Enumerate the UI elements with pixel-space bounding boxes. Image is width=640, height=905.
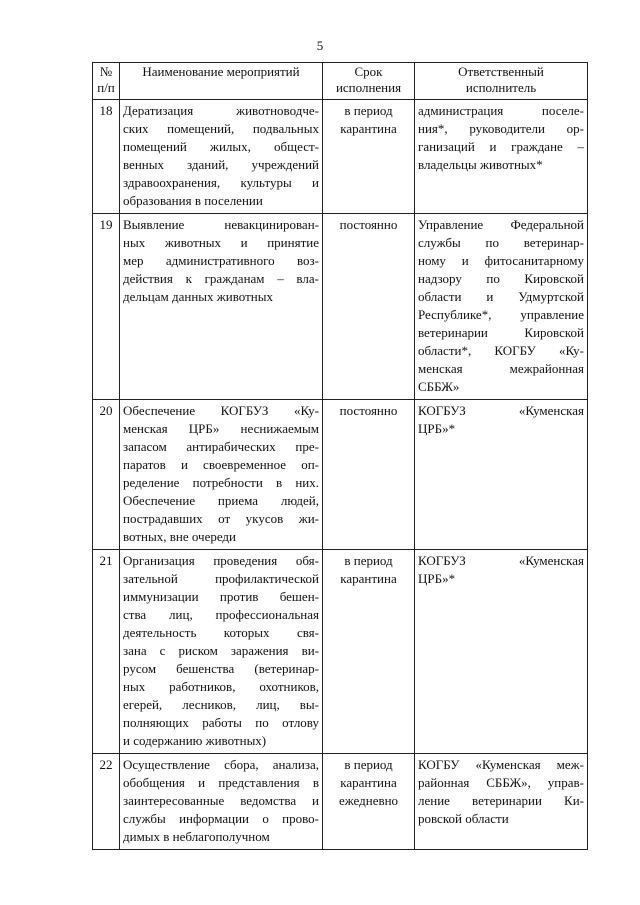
cell-line: ных животных и принятие bbox=[123, 235, 319, 250]
table-row bbox=[93, 400, 588, 550]
measure-name-cell bbox=[120, 100, 323, 214]
cell-line: пострадавших от укусов жи- bbox=[123, 511, 319, 526]
cell-line: владельцы животных* bbox=[418, 157, 543, 172]
cell-line: помещений жилых, общест- bbox=[123, 139, 319, 154]
header-line: № bbox=[99, 64, 113, 79]
cell-line: Выявление невакцинирован- bbox=[123, 217, 319, 232]
row-number: 22 bbox=[93, 754, 120, 850]
cell-line: в период bbox=[344, 553, 393, 568]
row-number: 19 bbox=[93, 214, 120, 400]
responsible-cell bbox=[415, 400, 588, 550]
cell-line: КОГБУ «Куменская меж- bbox=[418, 757, 584, 772]
cell-line: Обеспечение приема людей, bbox=[123, 493, 319, 508]
responsible-cell bbox=[415, 754, 588, 850]
header-line: Срок bbox=[354, 64, 383, 79]
cell-line: ных работников, охотников, bbox=[123, 679, 319, 694]
cell-line: ределение потребности в них. bbox=[123, 475, 319, 490]
header-term bbox=[323, 63, 415, 100]
cell-line: русом бешенства (ветеринар- bbox=[123, 661, 319, 676]
header-line: п/п bbox=[97, 80, 115, 95]
cell-line: венных зданий, учреждений bbox=[123, 157, 319, 172]
cell-line: в период bbox=[344, 757, 393, 772]
responsible-cell bbox=[415, 100, 588, 214]
cell-line: области*, КОГБУ «Ку- bbox=[418, 343, 584, 358]
cell-line: деятельность которых свя- bbox=[123, 625, 319, 640]
cell-line: администрация поселе- bbox=[418, 103, 584, 118]
cell-line: димых в неблагополучном bbox=[123, 829, 270, 844]
header-line: Наименование мероприятий bbox=[142, 64, 300, 79]
cell-line: СББЖ» bbox=[418, 379, 460, 394]
cell-line: вотных, вне очереди bbox=[123, 529, 237, 544]
term-cell bbox=[323, 550, 415, 754]
cell-line: ЦРБ»* bbox=[418, 421, 456, 436]
header-number bbox=[93, 63, 120, 100]
measure-name-cell bbox=[120, 400, 323, 550]
cell-line: Организация проведения обя- bbox=[123, 553, 319, 568]
measures-table bbox=[92, 62, 588, 850]
cell-line: обобщения и представления в bbox=[123, 775, 319, 790]
cell-line: зана с риском заражения ви- bbox=[123, 643, 319, 658]
cell-line: иммунизации против бешен- bbox=[123, 589, 319, 604]
measure-name-cell bbox=[120, 550, 323, 754]
cell-line: дельцам данных животных bbox=[123, 289, 273, 304]
cell-line: ному и фитосанитарному bbox=[418, 253, 584, 268]
header-line: исполнения bbox=[335, 80, 402, 95]
row-number: 18 bbox=[93, 100, 120, 214]
cell-line: ление ветеринарии Ки- bbox=[418, 793, 584, 808]
header-name bbox=[120, 63, 323, 100]
term-cell bbox=[323, 754, 415, 850]
cell-line: ских помещений, подвальных bbox=[123, 121, 319, 136]
cell-line: паратов и своевременное оп- bbox=[123, 457, 319, 472]
header-line: Ответственный bbox=[458, 64, 544, 79]
cell-line: постоянно bbox=[339, 403, 398, 418]
term-cell bbox=[323, 100, 415, 214]
cell-line: ветеринарии Кировской bbox=[418, 325, 584, 340]
cell-line: карантина bbox=[340, 121, 397, 136]
cell-line: Дератизация животноводче- bbox=[123, 103, 319, 118]
cell-line: ганизаций и граждане – bbox=[418, 139, 584, 154]
cell-line: запасом антирабических пре- bbox=[123, 439, 319, 454]
cell-line: ежедневно bbox=[338, 793, 399, 808]
cell-line: зательной профилактической bbox=[123, 571, 319, 586]
cell-line: Обеспечение КОГБУЗ «Ку- bbox=[123, 403, 319, 418]
cell-line: Осуществление сбора, анализа, bbox=[123, 757, 319, 772]
header-line: исполнитель bbox=[465, 80, 537, 95]
row-number: 21 bbox=[93, 550, 120, 754]
cell-line: ЦРБ»* bbox=[418, 571, 456, 586]
cell-line: мер административного воз- bbox=[123, 253, 319, 268]
cell-line: егерей, лесников, лиц, вы- bbox=[123, 697, 319, 712]
cell-line: службы информации о прово- bbox=[123, 811, 319, 826]
responsible-cell bbox=[415, 214, 588, 400]
cell-line: карантина bbox=[340, 571, 397, 586]
term-cell bbox=[323, 400, 415, 550]
measure-name-cell bbox=[120, 214, 323, 400]
cell-line: менская ЦРБ» неснижаемым bbox=[123, 421, 319, 436]
table-row bbox=[93, 214, 588, 400]
cell-line: КОГБУЗ «Куменская bbox=[418, 553, 584, 568]
page-number: 5 bbox=[316, 38, 324, 53]
cell-line: заинтересованные ведомства и bbox=[123, 793, 319, 808]
cell-line: районная СББЖ», управ- bbox=[418, 775, 584, 790]
cell-line: надзору по Кировской bbox=[418, 271, 584, 286]
table-row bbox=[93, 754, 588, 850]
cell-line: ства лиц, профессиональная bbox=[123, 607, 319, 622]
cell-line: ния*, руководители ор- bbox=[418, 121, 584, 136]
table-row bbox=[93, 550, 588, 754]
cell-line: действия к гражданам – вла- bbox=[123, 271, 319, 286]
table-header-row bbox=[93, 63, 588, 100]
cell-line: КОГБУЗ «Куменская bbox=[418, 403, 584, 418]
header-responsible bbox=[415, 63, 588, 100]
row-number: 20 bbox=[93, 400, 120, 550]
measure-name-cell bbox=[120, 754, 323, 850]
cell-line: и содержанию животных) bbox=[123, 733, 267, 748]
cell-line: службы по ветеринар- bbox=[418, 235, 584, 250]
term-cell bbox=[323, 214, 415, 400]
cell-line: Республике*, управление bbox=[418, 307, 584, 322]
cell-line: Управление Федеральной bbox=[418, 217, 584, 232]
table-row bbox=[93, 100, 588, 214]
cell-line: ровской области bbox=[418, 811, 509, 826]
cell-line: постоянно bbox=[339, 217, 398, 232]
cell-line: менская межрайонная bbox=[418, 361, 584, 376]
cell-line: в период bbox=[344, 103, 393, 118]
cell-line: полняющих работы по отлову bbox=[123, 715, 319, 730]
cell-line: области и Удмуртской bbox=[418, 289, 584, 304]
cell-line: карантина bbox=[340, 775, 397, 790]
cell-line: здравоохранения, культуры и bbox=[123, 175, 319, 190]
responsible-cell bbox=[415, 550, 588, 754]
cell-line: образования в поселении bbox=[123, 193, 263, 208]
